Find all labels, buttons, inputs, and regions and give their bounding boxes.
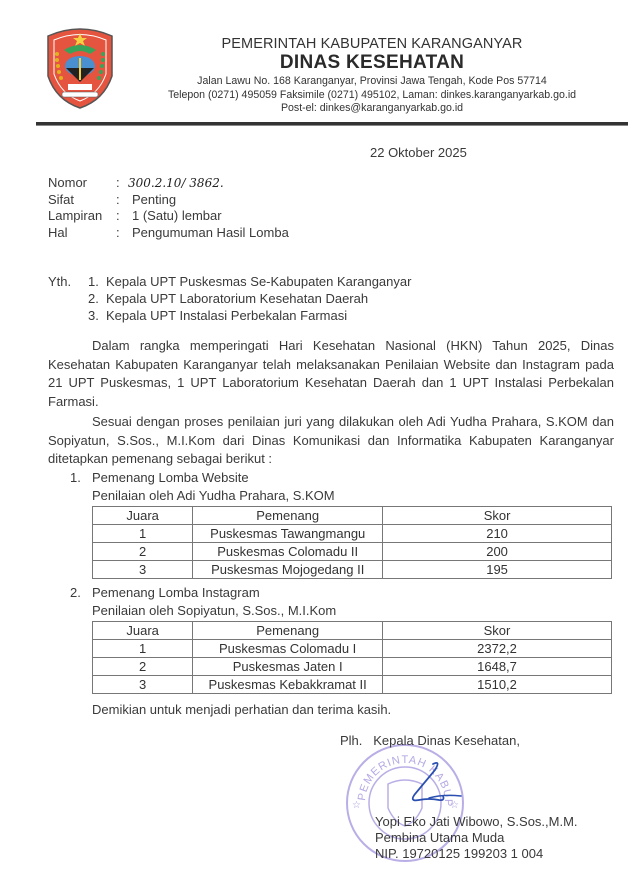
meta-row-lampiran: [48, 208, 289, 225]
meta-row-nomor: [48, 175, 289, 192]
rank-cell: 2: [93, 543, 193, 561]
winner-cell: Puskesmas Colomadu II: [193, 543, 383, 561]
signer-rank: Pembina Utama Muda: [375, 830, 505, 845]
recipients: [48, 273, 411, 324]
meta-label: Nomor: [48, 175, 88, 190]
column-header: Skor: [383, 622, 612, 640]
website-winners-table: [92, 506, 612, 579]
rank-cell: 3: [93, 561, 193, 579]
letterhead-divider: [36, 122, 628, 126]
phone-fax-website: Telepon (0271) 495059 Faksimile (0271) 495102, Laman: dinkes.karanganyarkab.go.id: [167, 88, 577, 101]
column-header: Pemenang: [193, 622, 383, 640]
signer-details: [375, 814, 578, 862]
meta-value: Pengumuman Hasil Lomba: [132, 224, 289, 240]
recipient-item: [48, 307, 411, 324]
score-cell: 1510,2: [383, 676, 612, 694]
section-website-judge: Penilaian oleh Adi Yudha Prahara, S.KOM: [92, 488, 335, 503]
recipient-number: 1.: [88, 274, 99, 289]
winner-cell: Puskesmas Tawangmangu: [193, 525, 383, 543]
rank-cell: 3: [93, 676, 193, 694]
table-row: [93, 676, 612, 694]
signer-nip: NIP. 19720125 199203 1 004: [375, 846, 544, 861]
signer-name: Yopi Eko Jati Wibowo, S.Sos.,M.M.: [375, 814, 578, 829]
meta-row-hal: [48, 225, 289, 242]
table-row: [93, 561, 612, 579]
letterhead-contact: [140, 75, 604, 116]
rank-cell: 2: [93, 658, 193, 676]
winner-cell: Puskesmas Jaten I: [193, 658, 383, 676]
recipient-item: [48, 273, 411, 290]
meta-label: Sifat: [48, 191, 75, 207]
recipient-text: Kepala UPT Instalasi Perbekalan Farmasi: [106, 308, 348, 323]
letter-date: 22 Oktober 2025: [370, 145, 467, 160]
paragraph-text: Dalam rangka memperingati Hari Kesehatan Nasional (HKN) Tahun 2025, Dinas Kesehatan Kabupaten Karanganyar telah melaksanakan Penilaian Website dan Instagram pada 21 UPT Puskesmas, 1 UPT Laboratorium Kesehatan Daerah dan 1 UPT Instalasi Perbekalan Farmasi.: [48, 338, 614, 409]
section-title: Pemenang Lomba Website: [92, 470, 249, 485]
winner-cell: Puskesmas Colomadu I: [193, 640, 383, 658]
recipients-label: Yth.: [48, 274, 72, 289]
closing-sentence: Demikian untuk menjadi perhatian dan terima kasih.: [92, 702, 392, 717]
recipient-text: Kepala UPT Puskesmas Se-Kabupaten Karanganyar: [106, 274, 412, 289]
winner-cell: Puskesmas Kebakkramat II: [193, 676, 383, 694]
section-instagram-title: [70, 584, 260, 602]
svg-text:☆: ☆: [450, 800, 459, 811]
meta-label: Lampiran: [48, 208, 103, 223]
stamp-text: PEMERINTAH KABUP: [355, 753, 455, 807]
column-header: Juara: [93, 507, 193, 525]
table-row: [93, 543, 612, 561]
table-row: [93, 525, 612, 543]
paragraph-text: Sesuai dengan proses penilaian juri yang dilakukan oleh Adi Yudha Prahara, S.KOM dan Sopiyatun, S.Sos., M.I.Kom dari Dinas Komunikasi dan Informatika Kabupaten Karanganyar ditetapkan pemenang sebagai berikut :: [48, 414, 614, 466]
score-cell: 2372,2: [383, 640, 612, 658]
recipient-text: Kepala UPT Laboratorium Kesehatan Daerah: [106, 291, 369, 306]
section-title: Pemenang Lomba Instagram: [92, 585, 260, 600]
column-header: Pemenang: [193, 507, 383, 525]
table-header-row: [93, 622, 612, 640]
meta-colon: :: [116, 175, 120, 190]
letter-meta: [48, 175, 289, 241]
section-instagram-judge: Penilaian oleh Sopiyatun, S.Sos., M.I.Kom: [92, 603, 337, 618]
recipient-number: 2.: [88, 291, 99, 306]
rank-cell: 1: [93, 525, 193, 543]
body-paragraph-2: [48, 413, 614, 469]
meta-label: Hal: [48, 224, 68, 240]
agency-name: DINAS KESEHATAN: [279, 52, 465, 73]
score-cell: 1648,7: [383, 658, 612, 676]
column-header: Juara: [93, 622, 193, 640]
table-header-row: [93, 507, 612, 525]
section-number: 2.: [70, 585, 81, 600]
recipient-number: 3.: [88, 308, 99, 323]
score-cell: 200: [383, 543, 612, 561]
recipient-item: [48, 290, 411, 307]
meta-row-sifat: [48, 192, 289, 209]
column-header: Skor: [383, 507, 612, 525]
meta-value-handwritten: 300.2.10/ 3862.: [128, 176, 224, 190]
instagram-winners-table: [92, 621, 612, 694]
coat-of-arms-logo: [44, 24, 116, 110]
section-website-title: [70, 469, 249, 487]
svg-text:☆: ☆: [352, 800, 361, 811]
winner-cell: Puskesmas Mojogedang II: [193, 561, 383, 579]
meta-value: Penting: [132, 191, 177, 207]
meta-value: 1 (Satu) lembar: [132, 208, 222, 223]
government-name: PEMERINTAH KABUPATEN KARANGANYAR: [221, 36, 523, 52]
meta-colon: :: [116, 224, 120, 240]
meta-colon: :: [116, 191, 120, 207]
score-cell: 195: [383, 561, 612, 579]
body-paragraph-1: [48, 337, 614, 411]
signatory-title: Plh. Kepala Dinas Kesehatan,: [340, 733, 520, 748]
handwritten-signature-icon: [395, 760, 470, 810]
table-row: [93, 658, 612, 676]
meta-colon: :: [116, 208, 120, 223]
score-cell: 210: [383, 525, 612, 543]
rank-cell: 1: [93, 640, 193, 658]
table-row: [93, 640, 612, 658]
section-number: 1.: [70, 470, 81, 485]
email: Post-el: dinkes@karanganyarkab.go.id: [280, 102, 464, 114]
address: Jalan Lawu No. 168 Karanganyar, Provinsi Jawa Tengah, Kode Pos 57714: [197, 75, 547, 87]
